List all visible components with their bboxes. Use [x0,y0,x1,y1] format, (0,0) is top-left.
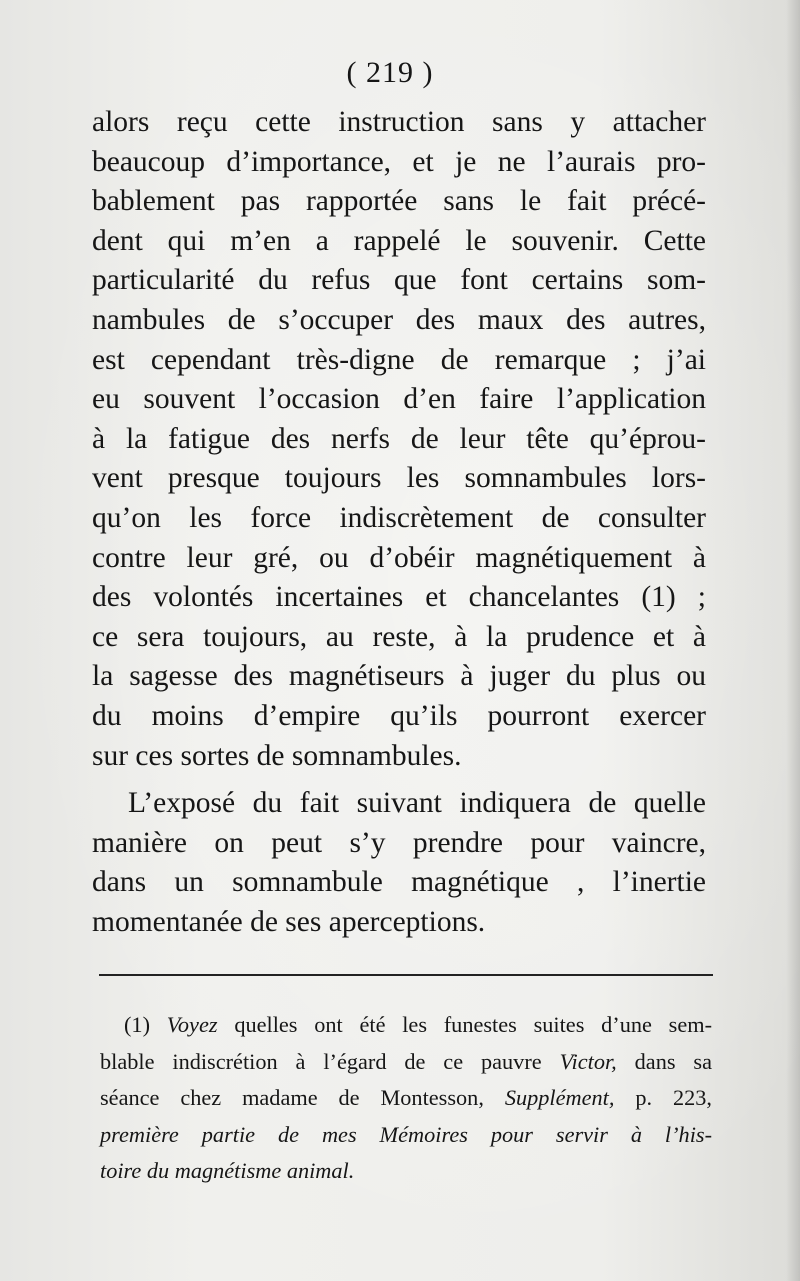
footnote-divider [99,974,713,976]
footnote-italic-text: première partie de mes Mémoires pour servir à l’his- [100,1121,712,1147]
text-line: particularité du refus que font certains som- [92,264,706,297]
text-line: dans un somnambule magnétique , l’inertie [92,866,706,899]
text-line: contre leur gré, ou d’obéir magnétiquement à [92,541,706,574]
footnote-italic-text: Victor, [559,1048,617,1074]
text-line: alors reçu cette instruction sans y attacher [92,106,706,138]
text-line: à la fatigue des nerfs de leur tête qu’éprou- [92,422,706,455]
text-line: du moins d’empire qu’ils pourront exercer [92,699,706,732]
text-line: la sagesse des magnétiseurs à juger du plus ou [92,660,706,693]
text-line: qu’on les force indiscrètement de consulter [92,501,706,534]
footnote-line [100,1153,712,1190]
footnote-line [100,1044,712,1081]
text-line: eu souvent l’occasion d’en faire l’application [92,383,706,416]
footnote-italic-text: Supplément, [504,1085,615,1110]
footnote-text: p. 223, [635,1085,713,1110]
text-line: nambules de s’occuper des maux des autres, [92,303,706,336]
text-line: des volontés incertaines et chancelantes (1) ; [92,581,706,614]
text-line: manière on peut s’y prendre pour vaincre, [92,826,706,859]
text-line: L’exposé du fait suivant indiquera de quelle [128,787,706,819]
footnote-text: blable indiscrétion à l’égard de ce pauvre [100,1048,542,1074]
main-paragraph [92,103,706,776]
text-line: ce sera toujours, au reste, à la prudence et à [92,620,706,653]
footnote-text: séance chez madame de Montesson, [100,1085,484,1110]
footnote-line [100,1080,712,1117]
footnote-text: dans sa [634,1048,712,1074]
page-edge-shadow [786,0,800,1281]
text-line: dent qui m’en a rappelé le souvenir. Cette [92,224,706,257]
page-number: ( 219 ) [346,56,434,89]
text-line: vent presque toujours les somnambules lors- [92,462,706,495]
text-line: est cependant très-digne de remarque ; j’ai [92,343,706,376]
footnote-text: quelles ont été les funestes suites d’une sem- [234,1012,712,1037]
text-line: momentanée de ses aperceptions. [92,905,486,938]
footnote-line [100,1007,712,1044]
footnote-line [100,1117,712,1154]
second-paragraph [92,784,706,942]
text-line: sur ces sortes de somnambules. [92,739,462,772]
text-line: beaucoup d’importance, et je ne l’aurais pro- [92,145,706,178]
footnote-italic-text: Voyez [166,1012,218,1037]
text-line: bablement pas rapportée sans le fait précé- [92,185,706,218]
footnote [100,1007,712,1190]
footnote-italic-text: toire du magnétisme animal. [100,1158,355,1183]
footnote-marker: (1) [124,1012,150,1037]
